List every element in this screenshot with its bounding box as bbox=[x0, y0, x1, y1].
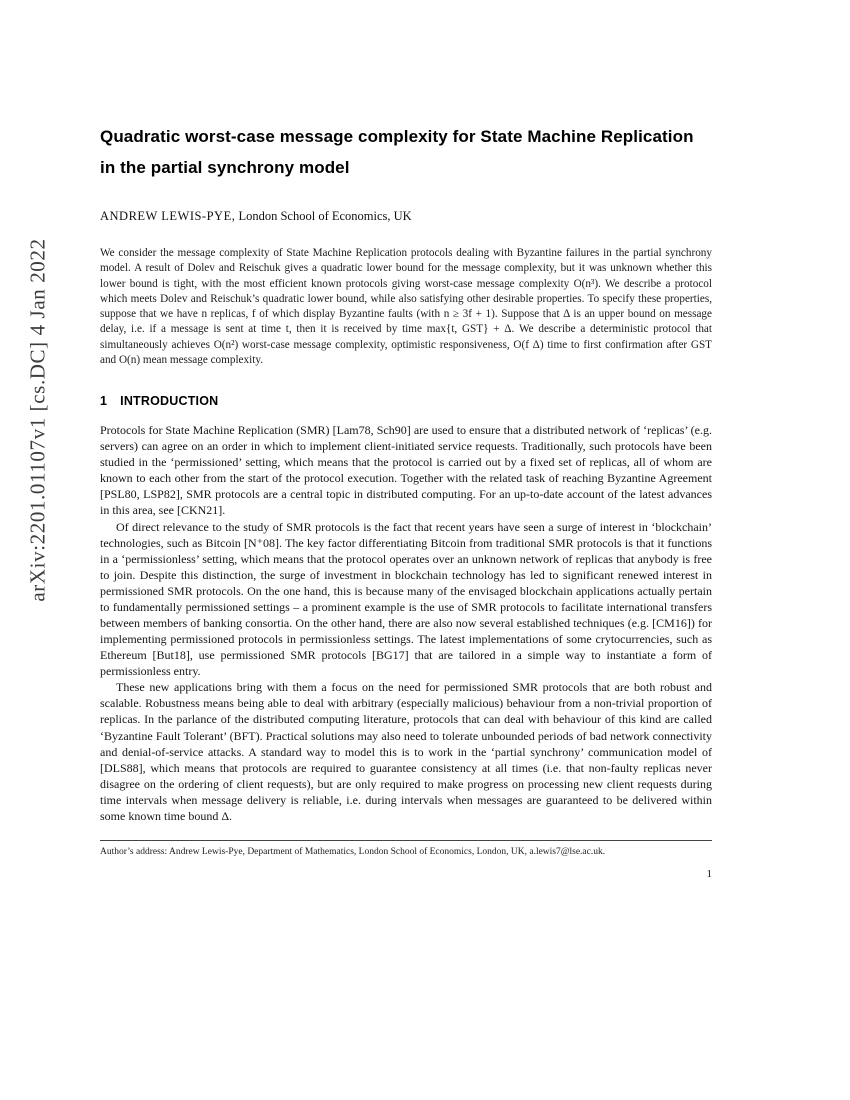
author-name: ANDREW LEWIS-PYE, bbox=[100, 209, 236, 224]
section-title: INTRODUCTION bbox=[120, 394, 219, 409]
section-number: 1 bbox=[100, 394, 108, 409]
author-address-footnote: Author’s address: Andrew Lewis-Pye, Department of Mathematics, London School of Economics, London, UK, a.lewis7@lse.ac.uk. bbox=[100, 847, 606, 858]
section-heading-introduction bbox=[100, 394, 712, 408]
author-line bbox=[100, 209, 712, 224]
abstract-text: We consider the message complexity of State Machine Replication protocols dealing with Byzantine failures in the partial synchrony model. A result of Dolev and Reischuk gives a quadratic lower bound for the message complexity, but it was unknown whether this lower bound is tight, with the most efficient known protocols giving worst-case message complexity O(n³). We describe a protocol which meets Dolev and Reischuk’s quadratic lower bound, while also satisfying other desirable properties. To specify these properties, suppose that we have n replicas, f of which display Byzantine faults (with n ≥ 3f + 1). Suppose that Δ is an upper bound on message delay, i.e. if a message is sent at time t, then it is received by time max{t, GST} + Δ. We describe a deterministic protocol that simultaneously achieves O(n²) worst-case message complexity, optimistic responsiveness, O(f Δ) time to first confirmation after GST and O(n) mean message complexity. bbox=[100, 247, 712, 366]
paper-content bbox=[100, 122, 712, 880]
intro-paragraph-1: Protocols for State Machine Replication (SMR) [Lam78, Sch90] are used to ensure that a distributed network of ‘replicas’ (e.g. servers) can agree on an order in which to implement client-initiated service requests. Traditionally, such protocols have been studied in the ‘permissioned’ setting, which means that the protocol is carried out by a fixed set of replicas, all of whom are known to each other from the start of the protocol execution. Together with the related task of reaching Byzantine Agreement [PSL80, LSP82], SMR protocols are a central topic in distributed computing. For an up-to-date account of the latest advances in this area, see [CKN21]. bbox=[100, 423, 712, 518]
paper-title: Quadratic worst-case message complexity for State Machine Replication in the partial synchrony model bbox=[100, 127, 694, 177]
arxiv-watermark-label: arXiv:2201.01107v1 [cs.DC] 4 Jan 2022 bbox=[25, 238, 50, 602]
author-affiliation: London School of Economics, UK bbox=[235, 209, 412, 224]
page-number: 1 bbox=[706, 867, 712, 880]
intro-paragraph-2: Of direct relevance to the study of SMR protocols is the fact that recent years have seen a surge of interest in ‘blockchain’ technologies, such as Bitcoin [N⁺08]. The key factor differentiating Bitcoin from traditional SMR protocols is that it functions in a ‘permissionless’ setting, which means that the protocol operates over an unknown network of replicas that anybody is free to join. Despite this distinction, the surge of investment in blockchain technology has led to significant renewed interest in permissioned SMR protocols. On the one hand, this is because many of the envisaged blockchain applications actually pertain to fundamentally permissioned settings – a prominent example is the use of SMR protocols to facilitate international transfers between members of banking consortia. On the other hand, there are also now several established techniques (e.g. [CM16]) for implementing permissioned protocols in permissionless settings. The latest implementations of some crytocurrencies, such as Ethereum [But18], use permissioned SMR protocols [BG17] that are tailored in a simple way to instantiate a form of permissionless entry. bbox=[100, 519, 712, 679]
footnote-divider bbox=[100, 840, 712, 841]
intro-paragraph-3: These new applications bring with them a focus on the need for permissioned SMR protocols that are both robust and scalable. Robustness means being able to deal with arbitrary (especially malicious) behaviour from a non-trivial proportion of replicas. In the parlance of the distributed computing literature, protocols that can deal with behaviour of this kind are called ‘Byzantine Fault Tolerant’ (BFT). Practical solutions may also need to tolerate unbounded periods of bad network connectivity and denial-of-service attacks. A standard way to model this is to work in the ‘partial synchrony’ communication model of [DLS88], which means that protocols are required to guarantee consistency at all times (i.e. that non-faulty replicas never disagree on the ordering of client requests), but are only required to make progress on processing new client requests during time intervals when message delivery is reliable, i.e. during intervals when messages are guaranteed to be delivered within some known time bound Δ. bbox=[100, 680, 712, 823]
